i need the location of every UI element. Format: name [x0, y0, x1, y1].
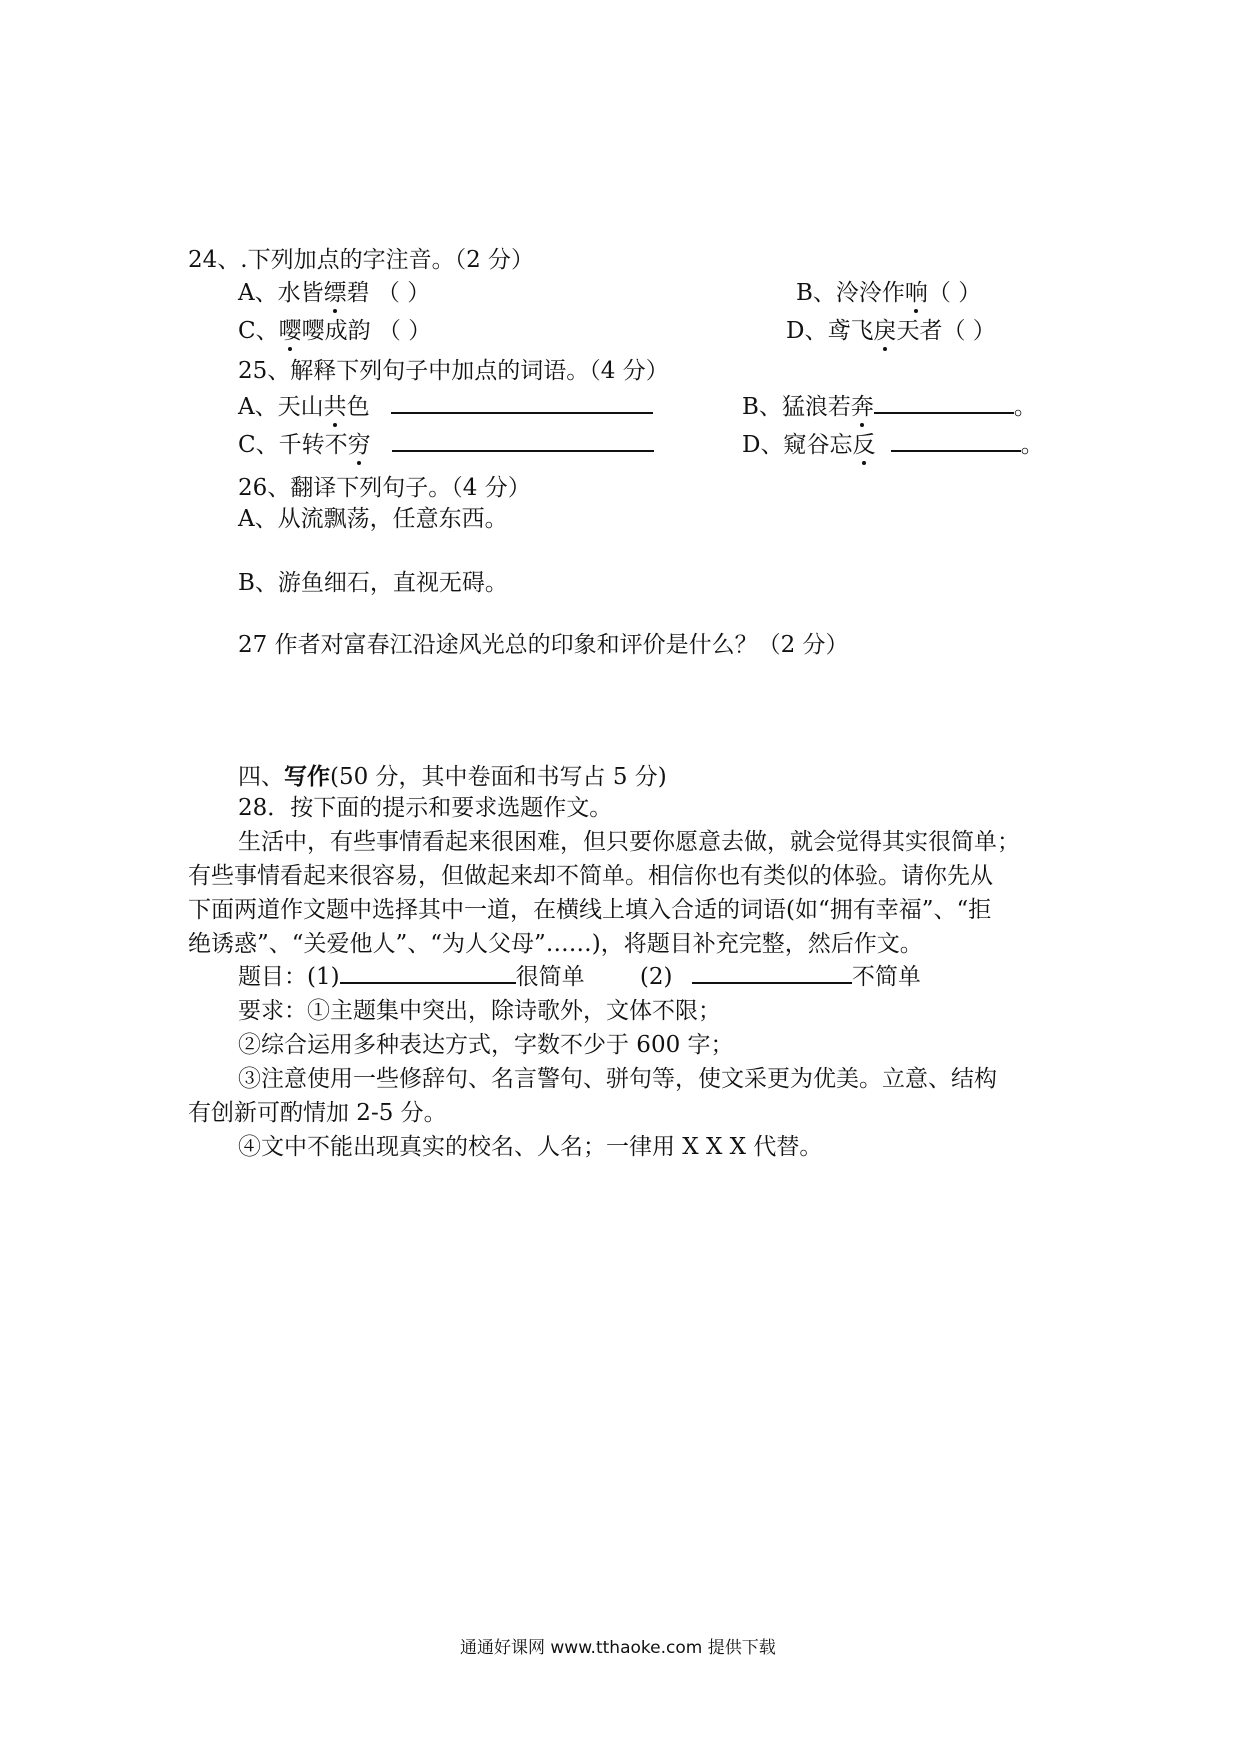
- section4-points: (50 分，其中卷面和书写占 5 分): [330, 764, 667, 790]
- section4-heading: [238, 765, 667, 789]
- q24-b-dotted-char: 响: [904, 280, 928, 306]
- q26-option-a: A、从流飘荡，任意东西。: [238, 506, 508, 532]
- q25-d-prefix: D、窥谷忘: [742, 432, 853, 458]
- q25-b-end: 。: [1013, 394, 1037, 420]
- q25-d-end: 。: [1020, 432, 1044, 458]
- q28-topic1-blank[interactable]: [340, 981, 516, 984]
- q25-a-dotted-char: 共: [323, 394, 347, 420]
- q28-para-line-4: 绝诱惑”、“关爱他人”、“为人父母”……)，将题目补充完整，然后作文。: [188, 931, 923, 957]
- q28-requirement-4: ④文中不能出现真实的校名、人名；一律用 X X X 代替。: [238, 1134, 823, 1160]
- q26-title: 26、翻译下列句子。（4 分）: [238, 475, 531, 501]
- q24-title: 24、.下列加点的字注音。（2 分）: [188, 247, 535, 273]
- q28-requirement-3: ③注意使用一些修辞句、名言警句、骈句等，使文采更为优美。立意、结构: [238, 1066, 997, 1092]
- q28-topic-line: [238, 966, 921, 989]
- q24-a-suffix: 碧 （ ）: [346, 280, 431, 306]
- q28-para-line-1: 生活中，有些事情看起来很困难，但只要你愿意去做，就会觉得其实很简单；: [238, 829, 1020, 855]
- section4-bold-label: 写作: [284, 763, 330, 790]
- q25-a-answer-line[interactable]: [391, 411, 653, 414]
- q24-d-dotted-char: 戾: [873, 318, 897, 344]
- q27-text: 27 作者对富春江沿途风光总的印象和评价是什么？（2 分）: [238, 632, 849, 658]
- q24-c-dotted-char: 嘤: [278, 318, 302, 344]
- q28-requirement-3-cont: 有创新可酌情加 2-5 分。: [188, 1100, 447, 1126]
- q25-a-prefix: A、天山: [238, 394, 324, 420]
- q25-option-d: [742, 434, 1044, 457]
- q24-b-prefix: B、泠泠作: [796, 280, 905, 306]
- q25-option-c: [238, 434, 654, 457]
- q28-topic1-label: 题目：(1): [238, 964, 340, 990]
- q24-option-a: [238, 282, 430, 305]
- q28-topic1-end: 很简单: [515, 964, 585, 990]
- q25-option-b: [742, 396, 1037, 419]
- q24-a-prefix: A、水皆: [238, 280, 324, 306]
- q24-c-suffix: 嘤成韵 （ ）: [301, 318, 432, 344]
- footer-source: 通通好课网 www.tthaoke.com 提供下载: [460, 1638, 776, 1658]
- q28-para-line-3: 下面两道作文题中选择其中一道，在横线上填入合适的词语(如“拥有幸福”、“拒: [188, 897, 992, 923]
- q24-c-prefix: C、: [238, 318, 279, 344]
- q24-a-dotted-char: 缥: [323, 280, 347, 306]
- q24-b-suffix: （ ）: [927, 280, 982, 306]
- q28-requirement-1: 要求：①主题集中突出，除诗歌外，文体不限；: [238, 998, 721, 1024]
- q25-d-dotted-char: 反: [852, 432, 876, 458]
- q25-b-dotted-char: 奔: [850, 394, 874, 420]
- q28-topic2-label: (2): [639, 964, 673, 990]
- q25-d-answer-line[interactable]: [891, 449, 1021, 452]
- section4-prefix: 四、: [238, 764, 284, 790]
- q24-option-c: [238, 320, 431, 343]
- q24-d-prefix: D、鸢飞: [786, 318, 874, 344]
- q28-para-line-2: 有些事情看起来很容易，但做起来却不简单。相信你也有类似的体验。请你先从: [188, 863, 993, 889]
- q25-b-answer-line[interactable]: [874, 411, 1014, 414]
- q25-c-answer-line[interactable]: [392, 449, 654, 452]
- q26-option-b: B、游鱼细石，直视无碍。: [238, 570, 508, 596]
- q25-a-suffix: 色: [346, 394, 370, 420]
- q25-c-dotted-char: 穷: [347, 432, 371, 458]
- q28-topic2-end: 不简单: [851, 964, 921, 990]
- q24-option-d: [786, 320, 996, 343]
- q28-requirement-2: ②综合运用多种表达方式，字数不少于 600 字；: [238, 1032, 734, 1058]
- q24-d-suffix: 天者（ ）: [896, 318, 996, 344]
- q25-c-prefix: C、千转不: [238, 432, 348, 458]
- q28-title: 28．按下面的提示和要求选题作文。: [238, 795, 613, 821]
- q25-option-a: [238, 396, 653, 419]
- q25-title: 25、解释下列句子中加点的词语。（4 分）: [238, 358, 669, 384]
- q25-b-prefix: B、猛浪若: [742, 394, 851, 420]
- q28-topic2-blank[interactable]: [692, 981, 852, 984]
- q24-option-b: [796, 282, 981, 305]
